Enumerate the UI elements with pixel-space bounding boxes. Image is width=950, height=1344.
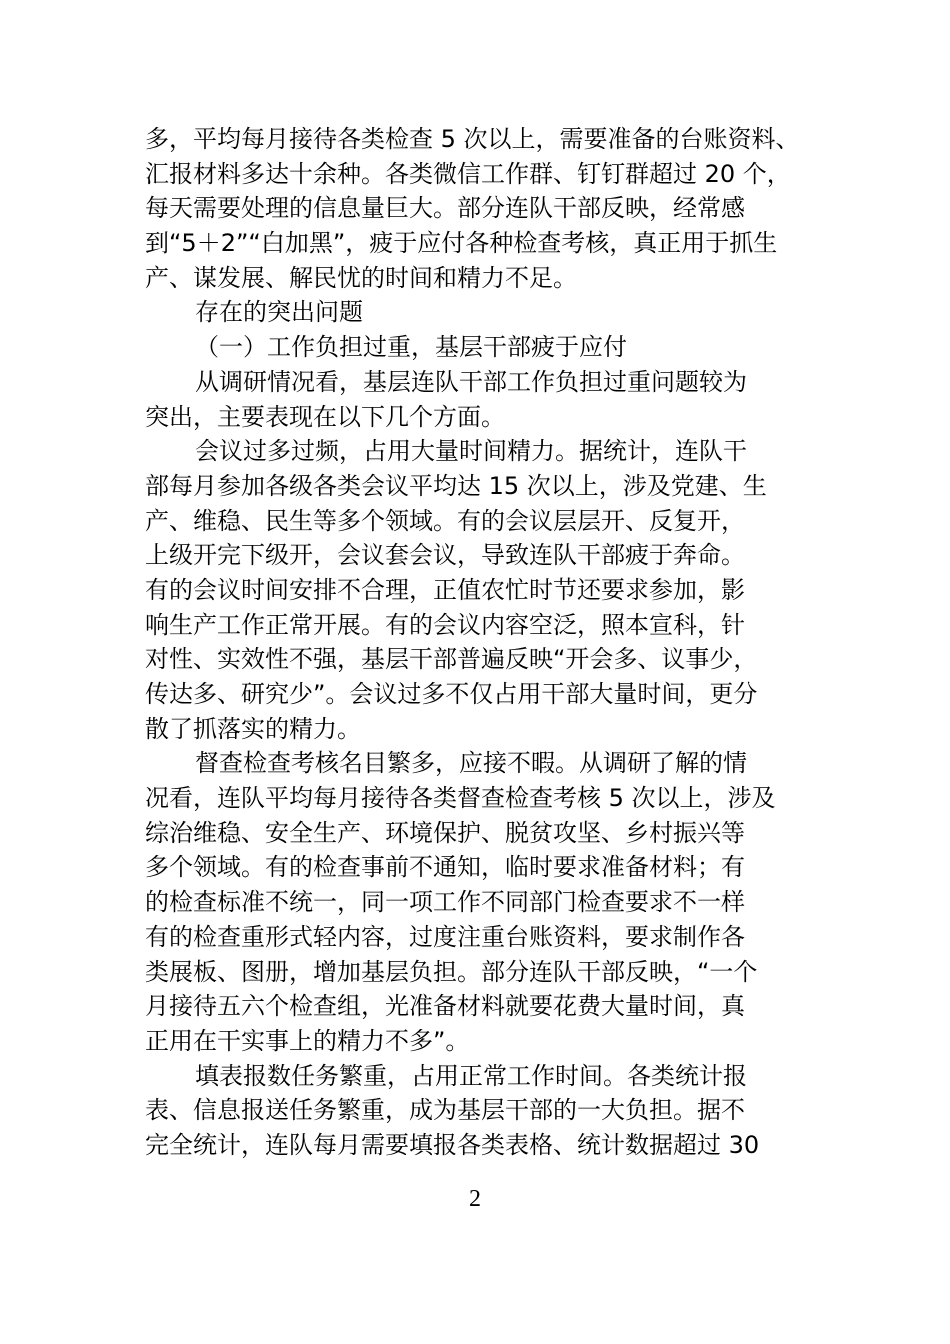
text-line: 多个领域。有的检查事前不通知，临时要求准备材料；有	[145, 853, 745, 882]
text-line: 有的会议时间安排不合理，正值农忙时节还要求参加，影	[145, 575, 745, 604]
text-line: 部每月参加各级各类会议平均达 15 次以上，涉及党建、生	[145, 471, 767, 500]
text-line: 况看，连队平均每月接待各类督查检查考核 5 次以上，涉及	[145, 784, 776, 813]
text-line: 的检查标准不统一，同一项工作不同部门检查要求不一样	[145, 888, 745, 917]
text-line: 类展板、图册，增加基层负担。部分连队干部反映，“一个	[145, 957, 758, 986]
text-line: 表、信息报送任务繁重，成为基层干部的一大负担。据不	[145, 1096, 745, 1125]
paragraph-start-line: 督查检查考核名目繁多，应接不暇。从调研了解的情	[195, 749, 747, 778]
text-line: 每天需要处理的信息量巨大。部分连队干部反映，经常感	[145, 194, 745, 223]
text-line: 月接待五六个检查组，光准备材料就要花费大量时间，真	[145, 992, 745, 1021]
text-line: 产、维稳、民生等多个领域。有的会议层层开、反复开，	[145, 506, 745, 535]
text-line: 完全统计，连队每月需要填报各类表格、统计数据超过 30	[145, 1130, 760, 1159]
text-line: 正用在干实事上的精力不多”。	[145, 1026, 470, 1055]
paragraph-start-line: 会议过多过频，占用大量时间精力。据统计，连队干	[195, 437, 747, 466]
paragraph-start-line: 填表报数任务繁重，占用正常工作时间。各类统计报	[195, 1061, 747, 1090]
text-line: 多，平均每月接待各类检查 5 次以上，需要准备的台账资料、	[145, 125, 800, 153]
paragraph-start-line: 从调研情况看，基层连队干部工作负担过重问题较为	[195, 367, 747, 396]
text-line: 上级开完下级开，会议套会议，导致连队干部疲于奔命。	[145, 541, 745, 570]
subsection-heading: （一）工作负担过重，基层干部疲于应付	[195, 333, 627, 362]
text-line: 汇报材料多达十余种。各类微信工作群、钉钉群超过 20 个，	[145, 159, 791, 188]
text-line: 传达多、研究少”。会议过多不仅占用干部大量时间，更分	[145, 680, 758, 708]
text-line: 产、谋发展、解民忧的时间和精力不足。	[145, 263, 577, 292]
text-line: 对性、实效性不强，基层干部普遍反映“开会多、议事少，	[145, 645, 758, 674]
text-line: 突出，主要表现在以下几个方面。	[145, 402, 505, 431]
body-text	[145, 122, 810, 1163]
text-line: 到“5＋2”“白加黑”，疲于应付各种检查考核，真正用于抓生	[145, 229, 778, 258]
page-number: 2	[469, 1186, 481, 1212]
text-line: 有的检查重形式轻内容，过度注重台账资料，要求制作各	[145, 922, 745, 951]
text-line: 散了抓落实的精力。	[145, 714, 361, 743]
text-line: 综治维稳、安全生产、环境保护、脱贫攻坚、乡村振兴等	[145, 818, 745, 847]
section-heading: 存在的突出问题	[195, 298, 363, 327]
text-line: 响生产工作正常开展。有的会议内容空泛，照本宣科，针	[145, 610, 745, 639]
